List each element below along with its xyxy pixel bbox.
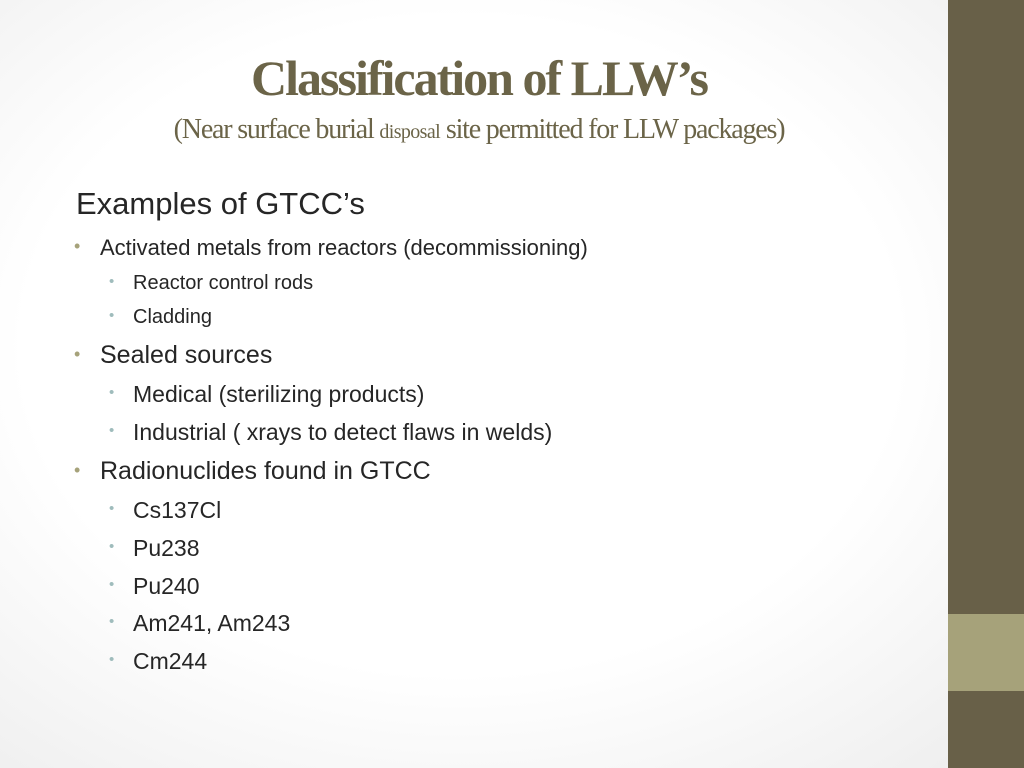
- bullet-text: Radionuclides found in GTCC: [100, 457, 431, 485]
- subtitle-part-1: (Near surface burial: [173, 114, 380, 145]
- sub-bullet-item: [109, 381, 425, 408]
- sub-bullet-text: Am241, Am243: [133, 610, 291, 636]
- bullet-marker: •: [109, 422, 115, 439]
- sub-bullet-text: Cs137Cl: [133, 497, 222, 523]
- section-heading: Examples of GTCC’s: [76, 186, 365, 221]
- bullet-item: [74, 457, 431, 486]
- bullet-marker: •: [74, 236, 81, 256]
- subtitle-part-2: site permitted for LLW packages): [440, 114, 785, 145]
- sub-bullet-item: [109, 306, 212, 329]
- sub-bullet-item: [109, 272, 314, 295]
- bullet-marker: •: [74, 344, 81, 364]
- bullet-item: [74, 341, 273, 370]
- sub-bullet-item: [109, 610, 291, 637]
- bullet-marker: •: [109, 273, 115, 290]
- bullet-marker: •: [109, 384, 115, 401]
- sub-bullet-item: [109, 535, 200, 562]
- sub-bullet-item: [109, 419, 553, 446]
- sub-bullet-text: Pu238: [133, 535, 200, 561]
- bullet-text: Sealed sources: [100, 341, 273, 369]
- sub-bullet-item: [109, 648, 208, 675]
- bullet-marker: •: [74, 460, 81, 480]
- bullet-marker: •: [109, 576, 115, 593]
- sub-bullet-text: Pu240: [133, 573, 200, 599]
- sub-bullet-text: Reactor control rods: [133, 272, 314, 294]
- bullet-marker: •: [109, 613, 115, 630]
- sub-bullet-text: Cm244: [133, 648, 208, 674]
- sidebar-accent-block: [948, 614, 1024, 691]
- bullet-marker: •: [109, 500, 115, 517]
- bullet-item: [74, 235, 588, 261]
- bullet-marker: •: [109, 651, 115, 668]
- slide-title: Classification of LLW’s: [251, 50, 707, 106]
- sub-bullet-text: Cladding: [133, 306, 212, 328]
- sub-bullet-text: Industrial ( xrays to detect flaws in welds): [133, 419, 553, 445]
- bullet-marker: •: [109, 538, 115, 555]
- sub-bullet-text: Medical (sterilizing products): [133, 381, 425, 407]
- bullet-marker: •: [109, 307, 115, 324]
- sub-bullet-item: [109, 497, 222, 524]
- slide-subtitle: [0, 112, 958, 150]
- subtitle-small: disposal: [379, 121, 441, 143]
- bullet-text: Activated metals from reactors (decommissioning): [100, 235, 588, 260]
- sub-bullet-item: [109, 573, 200, 600]
